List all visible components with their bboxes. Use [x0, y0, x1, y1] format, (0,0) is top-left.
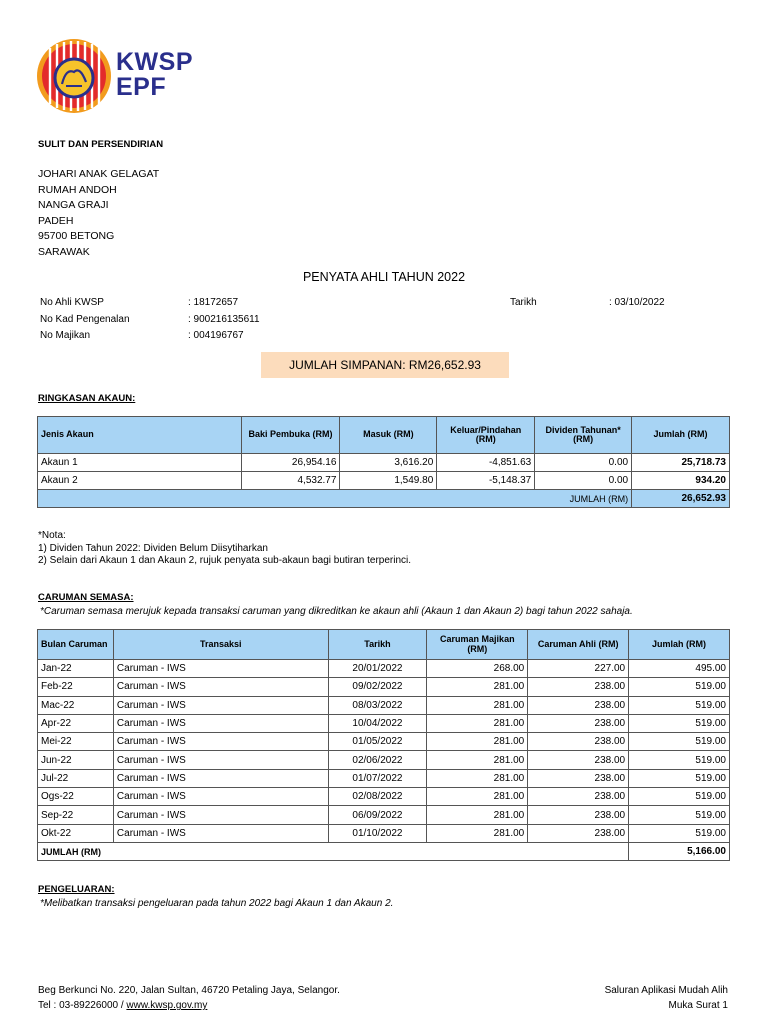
cell: 519.00 [629, 714, 730, 732]
cell: Jul-22 [38, 769, 114, 787]
col-outgoing: Keluar/Pindahan (RM) [437, 417, 535, 454]
col-total: Jumlah (RM) [632, 417, 730, 454]
col-opening-balance: Baki Pembuka (RM) [241, 417, 340, 454]
total-savings-banner: JUMLAH SIMPANAN: RM26,652.93 [261, 352, 509, 378]
cell: 238.00 [528, 714, 629, 732]
cell: Caruman - IWS [113, 788, 328, 806]
contributions-table [37, 629, 730, 861]
table-row [38, 824, 730, 842]
withdrawals-title: PENGELUARAN: [38, 884, 115, 895]
cell: Jun-22 [38, 751, 114, 769]
cell: 238.00 [528, 696, 629, 714]
cell: 281.00 [427, 714, 528, 732]
contributions-body [38, 660, 730, 843]
cell: 3,616.20 [340, 454, 437, 472]
table-header-row [38, 630, 730, 660]
address-line: JOHARI ANAK GELAGAT [38, 168, 160, 180]
col-employer-contribution: Caruman Majikan (RM) [427, 630, 528, 660]
cell: Akaun 2 [38, 472, 242, 490]
cell: 519.00 [629, 733, 730, 751]
cell: 281.00 [427, 678, 528, 696]
cell: 495.00 [629, 660, 730, 678]
note-item: 1) Dividen Tahun 2022: Dividen Belum Diisytiharkan [38, 542, 268, 554]
cell: Mac-22 [38, 696, 114, 714]
logo-kwsp: KWSP [116, 48, 193, 76]
cell: 238.00 [528, 678, 629, 696]
table-row [38, 696, 730, 714]
footer-channel: Saluran Aplikasi Mudah Alih [604, 985, 728, 996]
cell: 238.00 [528, 733, 629, 751]
cell: 238.00 [528, 806, 629, 824]
cell: Caruman - IWS [113, 660, 328, 678]
table-row [38, 751, 730, 769]
cell: 02/06/2022 [328, 751, 427, 769]
cell: 06/09/2022 [328, 806, 427, 824]
cell: 01/07/2022 [328, 769, 427, 787]
cell: Apr-22 [38, 714, 114, 732]
info-labels [40, 295, 130, 345]
note-heading: *Nota: [38, 530, 66, 541]
col-dividend: Dividen Tahunan* (RM) [535, 417, 632, 454]
value-date: : 03/10/2022 [609, 297, 665, 308]
cell: 08/03/2022 [328, 696, 427, 714]
address-line: RUMAH ANDOH [38, 183, 117, 196]
cell: 519.00 [629, 769, 730, 787]
cell: 519.00 [629, 751, 730, 769]
cell: 281.00 [427, 769, 528, 787]
contributions-total-value: 5,166.00 [629, 842, 730, 860]
contributions-total-label: JUMLAH (RM) [38, 842, 629, 860]
address-line: NANGA GRAJI [38, 199, 109, 212]
table-row [38, 472, 730, 490]
withdrawals-note: *Melibatkan transaksi pengeluaran pada tahun 2022 bagi Akaun 1 dan Akaun 2. [40, 898, 394, 909]
account-summary-table [37, 416, 730, 508]
cell: Caruman - IWS [113, 714, 328, 732]
cell: 02/08/2022 [328, 788, 427, 806]
col-incoming: Masuk (RM) [340, 417, 437, 454]
table-row [38, 788, 730, 806]
footer-right [605, 983, 728, 1013]
footer-address [38, 983, 340, 1013]
col-amount: Jumlah (RM) [629, 630, 730, 660]
cell: 227.00 [528, 660, 629, 678]
cell: 268.00 [427, 660, 528, 678]
cell: 519.00 [629, 824, 730, 842]
kwsp-logo [36, 38, 196, 114]
cell: Ogs-22 [38, 788, 114, 806]
cell: Akaun 1 [38, 454, 242, 472]
cell: Mei-22 [38, 733, 114, 751]
cell: 519.00 [629, 806, 730, 824]
cell: 281.00 [427, 696, 528, 714]
cell: Caruman - IWS [113, 678, 328, 696]
address-line: 95700 BETONG [38, 230, 115, 243]
logo-wordmark [116, 50, 193, 100]
cell: 934.20 [632, 472, 730, 490]
summary-title: RINGKASAN AKAUN: [38, 393, 136, 404]
value-employer-no: : 004196767 [188, 330, 244, 341]
cell: 519.00 [629, 696, 730, 714]
col-member-contribution: Caruman Ahli (RM) [528, 630, 629, 660]
value-member-no: : 18172657 [188, 297, 239, 308]
page-number: Muka Surat 1 [668, 1000, 728, 1011]
logo-epf: EPF [116, 73, 167, 101]
statement-title: PENYATA AHLI TAHUN 2022 [302, 270, 466, 284]
kwsp-emblem-icon [36, 38, 112, 114]
cell: Caruman - IWS [113, 733, 328, 751]
footer-tel: Tel : 03-89226000 / [38, 1000, 127, 1011]
notes [38, 530, 411, 568]
cell: -4,851.63 [437, 454, 535, 472]
summary-total-label: JUMLAH (RM) [38, 490, 632, 508]
cell: 281.00 [427, 806, 528, 824]
cell: 0.00 [535, 472, 632, 490]
col-transaction: Transaksi [113, 630, 328, 660]
label-member-no: No Ahli KWSP [40, 297, 104, 308]
cell: 26,954.16 [241, 454, 340, 472]
info-values [188, 295, 260, 345]
table-header-row [38, 417, 730, 454]
cell: Caruman - IWS [113, 751, 328, 769]
cell: 1,549.80 [340, 472, 437, 490]
cell: 25,718.73 [632, 454, 730, 472]
footer-address-line: Beg Berkunci No. 220, Jalan Sultan, 46720 Petaling Jaya, Selangor. [38, 985, 340, 996]
cell: 519.00 [629, 678, 730, 696]
cell: 238.00 [528, 824, 629, 842]
value-ic-no: : 900216135611 [188, 313, 260, 325]
cell: Caruman - IWS [113, 824, 328, 842]
table-row [38, 678, 730, 696]
table-row [38, 714, 730, 732]
confidential-label: SULIT DAN PERSENDIRIAN [38, 139, 164, 150]
cell: 4,532.77 [241, 472, 340, 490]
table-total-row [38, 490, 730, 508]
cell: 10/04/2022 [328, 714, 427, 732]
col-account-type: Jenis Akaun [38, 417, 242, 454]
table-total-row [38, 842, 730, 860]
summary-total-value: 26,652.93 [632, 490, 730, 508]
cell: 238.00 [528, 751, 629, 769]
cell: -5,148.37 [437, 472, 535, 490]
col-date: Tarikh [328, 630, 427, 660]
cell: Feb-22 [38, 678, 114, 696]
cell: Okt-22 [38, 824, 114, 842]
contributions-note: *Caruman semasa merujuk kepada transaksi caruman yang dikreditkan ke akaun ahli (Akaun 1 dan Akaun 2) bagi tahun 2022 sahaja. [40, 606, 633, 617]
cell: Caruman - IWS [113, 696, 328, 714]
col-month: Bulan Caruman [38, 630, 114, 660]
cell: 238.00 [528, 788, 629, 806]
footer-contact [38, 998, 340, 1013]
address-line: PADEH [38, 214, 74, 227]
cell: Jan-22 [38, 660, 114, 678]
table-row [38, 454, 730, 472]
cell: 281.00 [427, 788, 528, 806]
address-line: SARAWAK [38, 245, 90, 258]
table-row [38, 806, 730, 824]
cell: 09/02/2022 [328, 678, 427, 696]
cell: 01/10/2022 [328, 824, 427, 842]
cell: 519.00 [629, 788, 730, 806]
cell: 281.00 [427, 824, 528, 842]
contributions-title: CARUMAN SEMASA: [38, 592, 134, 603]
cell: 238.00 [528, 769, 629, 787]
cell: 0.00 [535, 454, 632, 472]
table-row [38, 733, 730, 751]
cell: 20/01/2022 [328, 660, 427, 678]
label-ic-no: No Kad Pengenalan [40, 313, 130, 325]
cell: Sep-22 [38, 806, 114, 824]
table-row [38, 769, 730, 787]
cell: Caruman - IWS [113, 769, 328, 787]
cell: Caruman - IWS [113, 806, 328, 824]
member-address [38, 167, 159, 261]
label-date: Tarikh [510, 297, 537, 308]
cell: 01/05/2022 [328, 733, 427, 751]
note-item: 2) Selain dari Akaun 1 dan Akaun 2, rujuk penyata sub-akaun bagi butiran terperinci. [38, 555, 412, 566]
website-link[interactable]: www.kwsp.gov.my [126, 1000, 208, 1011]
cell: 281.00 [427, 733, 528, 751]
cell: 281.00 [427, 751, 528, 769]
label-employer-no: No Majikan [40, 330, 91, 341]
table-row [38, 660, 730, 678]
